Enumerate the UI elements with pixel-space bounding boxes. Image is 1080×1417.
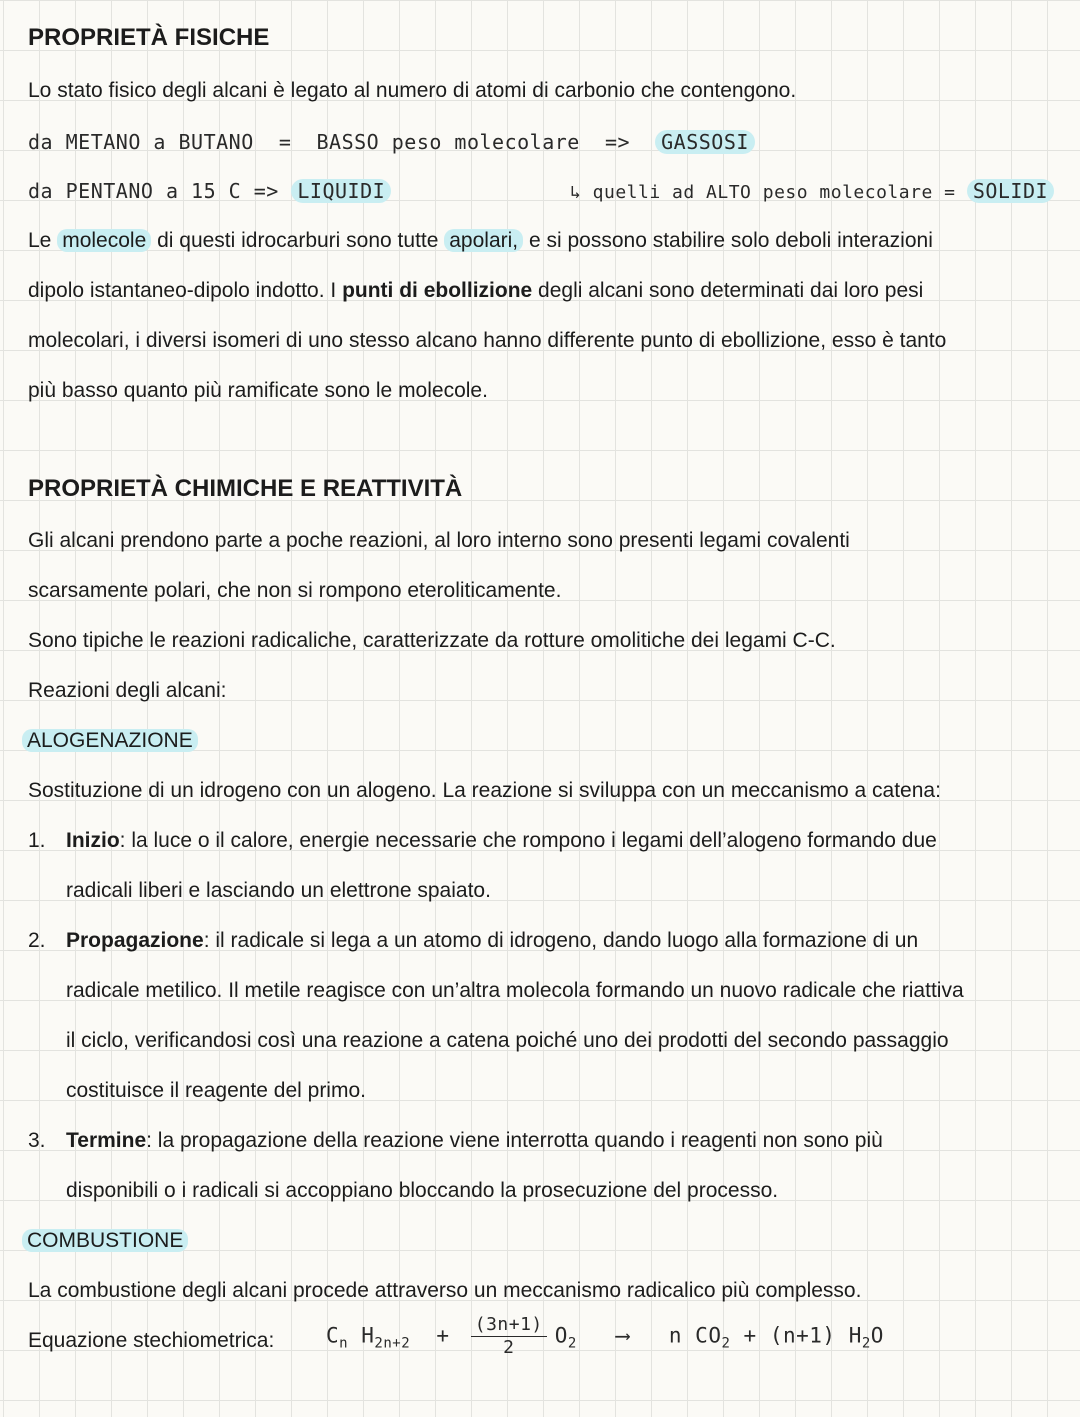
chem-line-1: Gli alcani prendono parte a poche reazioni, al loro interno sono presenti legami covalenti [28, 529, 850, 552]
step-2-line-2: radicale metilico. Il metile reagisce con un’altra molecola formando un nuovo radicale che riattiva [66, 979, 964, 1002]
paragraph-line-4: più basso quanto più ramificate sono le molecole. [28, 379, 488, 402]
step-number-3: 3. [28, 1129, 46, 1152]
step-3-line-2: disponibili o i radicali si accoppiano bloccando la prosecuzione del processo. [66, 1179, 779, 1202]
equation-label: Equazione stechiometrica: [28, 1329, 275, 1352]
handwritten-note-2b: ↳ quelli ad ALTO peso molecolare = SOLIDI [570, 179, 1054, 203]
section-title-chemical: PROPRIETÀ CHIMICHE E REATTIVITÀ [28, 475, 463, 502]
section-title-physical: PROPRIETÀ FISICHE [28, 24, 270, 51]
chem-line-4: Reazioni degli alcani: [28, 679, 227, 702]
subheading-halogenation: ALOGENAZIONE [22, 728, 198, 754]
highlight-solidi: SOLIDI [967, 179, 1054, 203]
intro-text: Lo stato fisico degli alcani è legato al numero di atomi di carbonio che contengono. [28, 79, 797, 102]
step-2-line-4: costituisce il reagente del primo. [66, 1079, 366, 1102]
step-number-1: 1. [28, 829, 46, 852]
combustion-description: La combustione degli alcani procede attraverso un meccanismo radicalico più complesso. [28, 1279, 862, 1302]
paragraph-line-3: molecolari, i diversi isomeri di uno stesso alcano hanno differente punto di ebollizione, esso è tanto [28, 329, 947, 352]
step-1-line-2: radicali liberi e lasciando un elettrone spaiato. [66, 879, 491, 902]
highlight-liquidi: LIQUIDI [291, 179, 391, 203]
step-2-line-1: Propagazione: il radicale si lega a un atomo di idrogeno, dando luogo alla formazione di un [66, 929, 919, 952]
highlight-apolari: apolari, [444, 229, 523, 252]
handwritten-note-2a: da PENTANO a 15 C => LIQUIDI [28, 179, 391, 203]
subheading-combustion: COMBUSTIONE [22, 1228, 188, 1254]
highlight-molecole: molecole [57, 229, 151, 252]
step-3-line-1: Termine: la propagazione della reazione viene interrotta quando i reagenti non sono più [66, 1129, 883, 1152]
step-number-2: 2. [28, 929, 46, 952]
step-2-line-3: il ciclo, verificandosi così una reazione a catena poiché uno dei prodotti del secondo passaggio [66, 1029, 949, 1052]
paragraph-line-1: Le molecole di questi idrocarburi sono tutte apolari, e si possono stabilire solo deboli interazioni [28, 229, 933, 252]
chem-line-2: scarsamente polari, che non si rompono eteroliticamente. [28, 579, 562, 602]
equation-fraction: $\frac{(3n+1)}{2}$ [471, 1314, 547, 1359]
chem-line-3: Sono tipiche le reazioni radicaliche, caratterizzate da rotture omolitiche dei legami C-C. [28, 629, 836, 652]
step-1-line-1: Inizio: la luce o il calore, energie necessarie che rompono i legami dell’alogeno formando due [66, 829, 937, 852]
highlight-gassosi: GASSOSI [655, 130, 755, 154]
halogenation-description: Sostituzione di un idrogeno con un alogeno. La reazione si sviluppa con un meccanismo a catena: [28, 779, 941, 802]
stoichiometric-equation: $C_n$ $H_{2n+2}$ + $\frac{(3n+1)}{2}$ $O_2$ ⟶ n $CO_2 + (n+1)$ $H_2O$ [326, 1314, 884, 1358]
reaction-arrow: ⟶ [616, 1323, 630, 1348]
paragraph-line-2: dipolo istantaneo-dipolo indotto. I punti di ebollizione degli alcani sono determinati dai loro pesi [28, 279, 924, 302]
handwritten-note-1: da METANO a BUTANO = BASSO peso molecolare => GASSOSI [28, 130, 755, 154]
